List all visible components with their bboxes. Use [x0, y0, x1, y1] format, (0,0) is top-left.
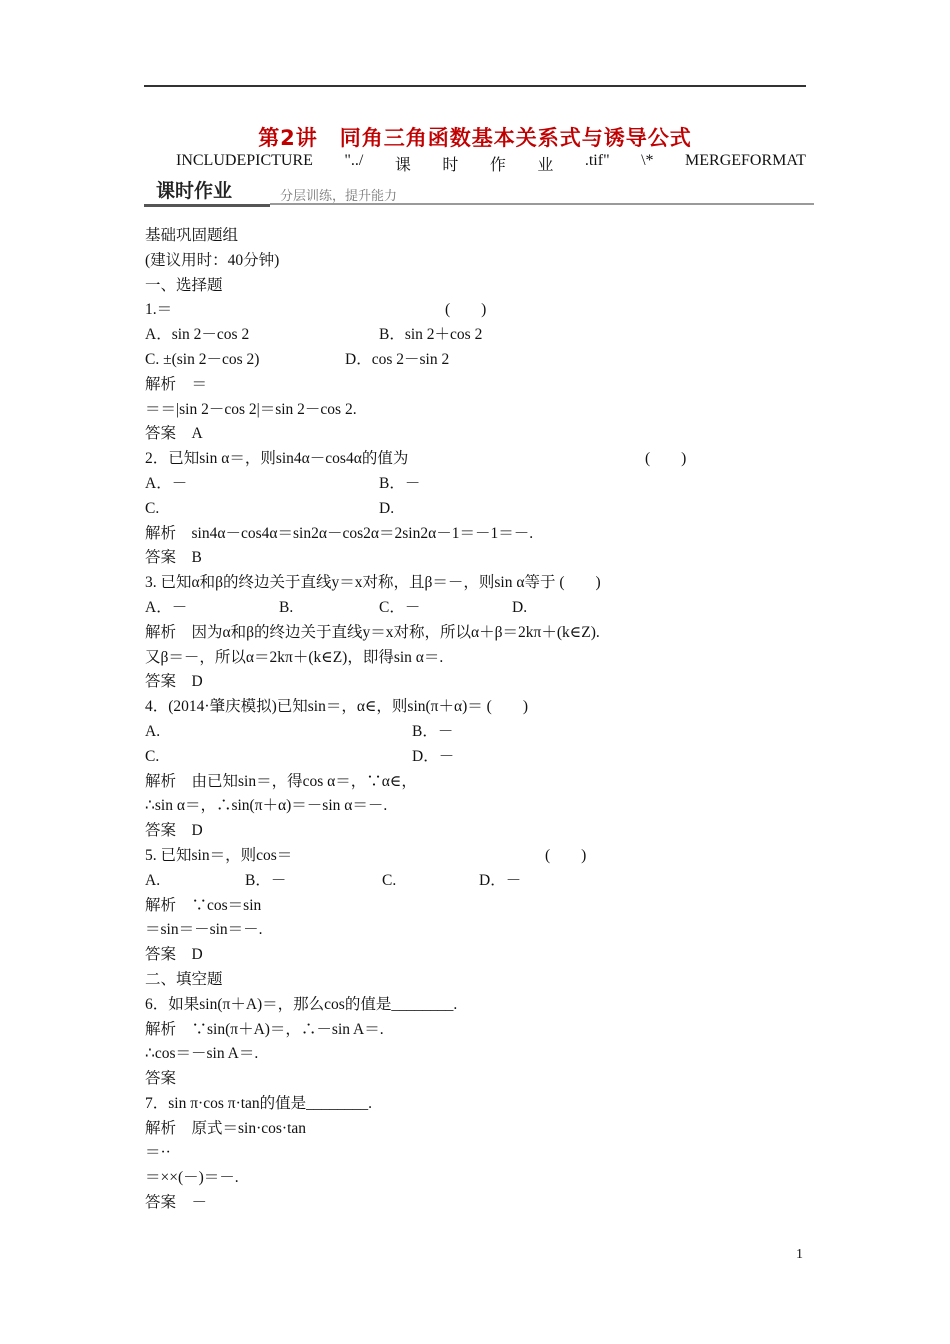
line-text: 解析 sin4α－cos4α＝sin2α－cos2α＝2sin2α－1＝－1＝－.	[145, 524, 534, 542]
line-text: 答案	[145, 1070, 177, 1088]
field-code-token: 课	[394, 157, 411, 174]
text-line	[145, 422, 805, 447]
text-line	[145, 844, 805, 869]
field-code-token: MERGEFORMAT	[685, 152, 806, 169]
text-line	[145, 918, 805, 943]
option-c: C.	[145, 747, 160, 765]
text-line	[145, 373, 805, 398]
line-text: 解析 因为α和β的终边关于直线y＝x对称，所以α＋β＝2kπ＋(k∈Z).	[145, 623, 600, 641]
text-line	[145, 323, 805, 348]
line-text: ＝××(－)＝－.	[145, 1169, 239, 1187]
text-line	[145, 522, 805, 547]
text-line	[145, 943, 805, 968]
answer-bracket: ( )	[545, 846, 587, 864]
text-line	[145, 224, 805, 249]
text-line	[145, 1018, 805, 1043]
option-b: B．sin 2＋cos 2	[379, 326, 483, 344]
text-line	[145, 794, 805, 819]
text-line	[145, 968, 805, 993]
text-line	[145, 819, 805, 844]
field-code-token: "../	[344, 152, 364, 169]
text-line	[145, 1092, 805, 1117]
line-text: ＝sin＝－sin＝－.	[145, 921, 263, 939]
option-d: D．－	[479, 871, 522, 889]
line-text: ＝··	[145, 1144, 171, 1162]
line-text: ∴sin α＝，∴sin(π＋α)＝－sin α＝－.	[145, 797, 388, 815]
line-text: 1.＝	[145, 301, 173, 319]
line-text: 解析 ＝	[145, 375, 208, 393]
text-line	[145, 1166, 805, 1191]
text-line	[145, 546, 805, 571]
option-b: B．－	[412, 722, 454, 740]
field-code-token: 时	[442, 157, 459, 174]
text-line	[145, 1191, 805, 1216]
field-code-token: INCLUDEPICTURE	[176, 152, 313, 169]
line-text: 基础巩固题组	[145, 227, 239, 244]
line-text: 答案 D	[145, 822, 203, 840]
line-text: 解析 原式＝sin·cos·tan	[145, 1119, 307, 1137]
option-a: A．－	[145, 474, 188, 492]
text-line	[145, 1141, 805, 1166]
option-a: A．sin 2－cos 2	[145, 326, 250, 344]
text-line	[145, 646, 805, 671]
option-c: C.	[382, 871, 397, 889]
text-line	[145, 571, 805, 596]
option-a: A.	[145, 722, 161, 740]
option-a: A.	[145, 871, 161, 889]
line-text: 答案 B	[145, 549, 202, 567]
line-text: 答案 D	[145, 673, 203, 691]
field-code-line	[176, 152, 806, 175]
header-rule	[144, 85, 806, 87]
text-line	[145, 447, 805, 472]
text-line	[145, 869, 805, 894]
field-code-token: 作	[489, 157, 506, 174]
option-b: B．－	[379, 474, 421, 492]
text-line	[145, 596, 805, 621]
field-code-token: 业	[537, 157, 554, 174]
text-line	[145, 745, 805, 770]
section-banner	[144, 178, 814, 208]
banner-tab: 课时作业	[144, 178, 270, 207]
worksheet-body	[145, 224, 805, 1216]
text-line	[145, 398, 805, 423]
line-text: 二、填空题	[145, 970, 223, 988]
text-line	[145, 249, 805, 274]
text-line	[145, 993, 805, 1018]
option-c: C．－	[379, 598, 421, 616]
text-line	[145, 894, 805, 919]
text-line	[145, 348, 805, 373]
option-b: B.	[279, 598, 294, 616]
option-c: C.	[145, 499, 160, 517]
text-line	[145, 670, 805, 695]
line-text: 3. 已知α和β的终边关于直线y＝x对称，且β＝－，则sin α等于 ( )	[145, 574, 601, 592]
text-line	[145, 497, 805, 522]
option-d: D．cos 2－sin 2	[345, 350, 450, 368]
line-text: 又β＝－，所以α＝2kπ＋(k∈Z)，即得sin α＝.	[145, 648, 444, 666]
text-line	[145, 770, 805, 795]
text-line	[145, 472, 805, 497]
option-a: A．－	[145, 598, 188, 616]
option-d: D.	[379, 499, 395, 517]
option-b: B．－	[245, 871, 287, 889]
banner-subtitle: 分层训练，提升能力	[280, 189, 398, 204]
field-code-token: .tif"	[584, 152, 610, 169]
lesson-title: 第2讲 同角三角函数基本关系式与诱导公式	[258, 126, 692, 150]
line-text: ∴cos＝－sin A＝.	[145, 1045, 259, 1063]
option-d: D.	[512, 598, 528, 616]
line-text: 答案 D	[145, 946, 203, 964]
text-line	[145, 621, 805, 646]
answer-bracket: ( )	[445, 301, 487, 319]
line-text: 6．如果sin(π＋A)＝，那么cos的值是________.	[145, 995, 458, 1013]
line-text: (建议用时：40分钟)	[145, 251, 280, 269]
line-text: 解析 由已知sin＝，得cos α＝，∵α∈，	[145, 772, 417, 790]
text-line	[145, 1042, 805, 1067]
line-text: 5. 已知sin＝，则cos＝	[145, 846, 293, 864]
text-line	[145, 298, 805, 323]
line-text: 答案 －	[145, 1194, 208, 1212]
line-text: 7．sin π·cos π·tan的值是________.	[145, 1094, 373, 1112]
line-text: 一、选择题	[145, 276, 223, 294]
option-c: C. ±(sin 2－cos 2)	[145, 350, 260, 368]
field-code-token: \*	[641, 152, 654, 169]
answer-bracket: ( )	[645, 450, 687, 468]
page-number: 1	[796, 1247, 803, 1262]
text-line	[145, 720, 805, 745]
line-text: 答案 A	[145, 425, 203, 443]
line-text: 解析 ∵sin(π＋A)＝，∴－sin A＝.	[145, 1020, 384, 1038]
text-line	[145, 274, 805, 299]
text-line	[145, 1067, 805, 1092]
text-line	[145, 695, 805, 720]
line-text: ＝＝|sin 2－cos 2|＝sin 2－cos 2.	[145, 400, 357, 418]
text-line	[145, 1117, 805, 1142]
line-text: 2．已知sin α＝，则sin4α－cos4α的值为	[145, 450, 409, 468]
option-d: D．－	[412, 747, 455, 765]
line-text: 4．(2014·肇庆模拟)已知sin＝，α∈，则sin(π＋α)＝ ( )	[145, 698, 528, 716]
line-text: 解析 ∵cos＝sin	[145, 896, 262, 914]
